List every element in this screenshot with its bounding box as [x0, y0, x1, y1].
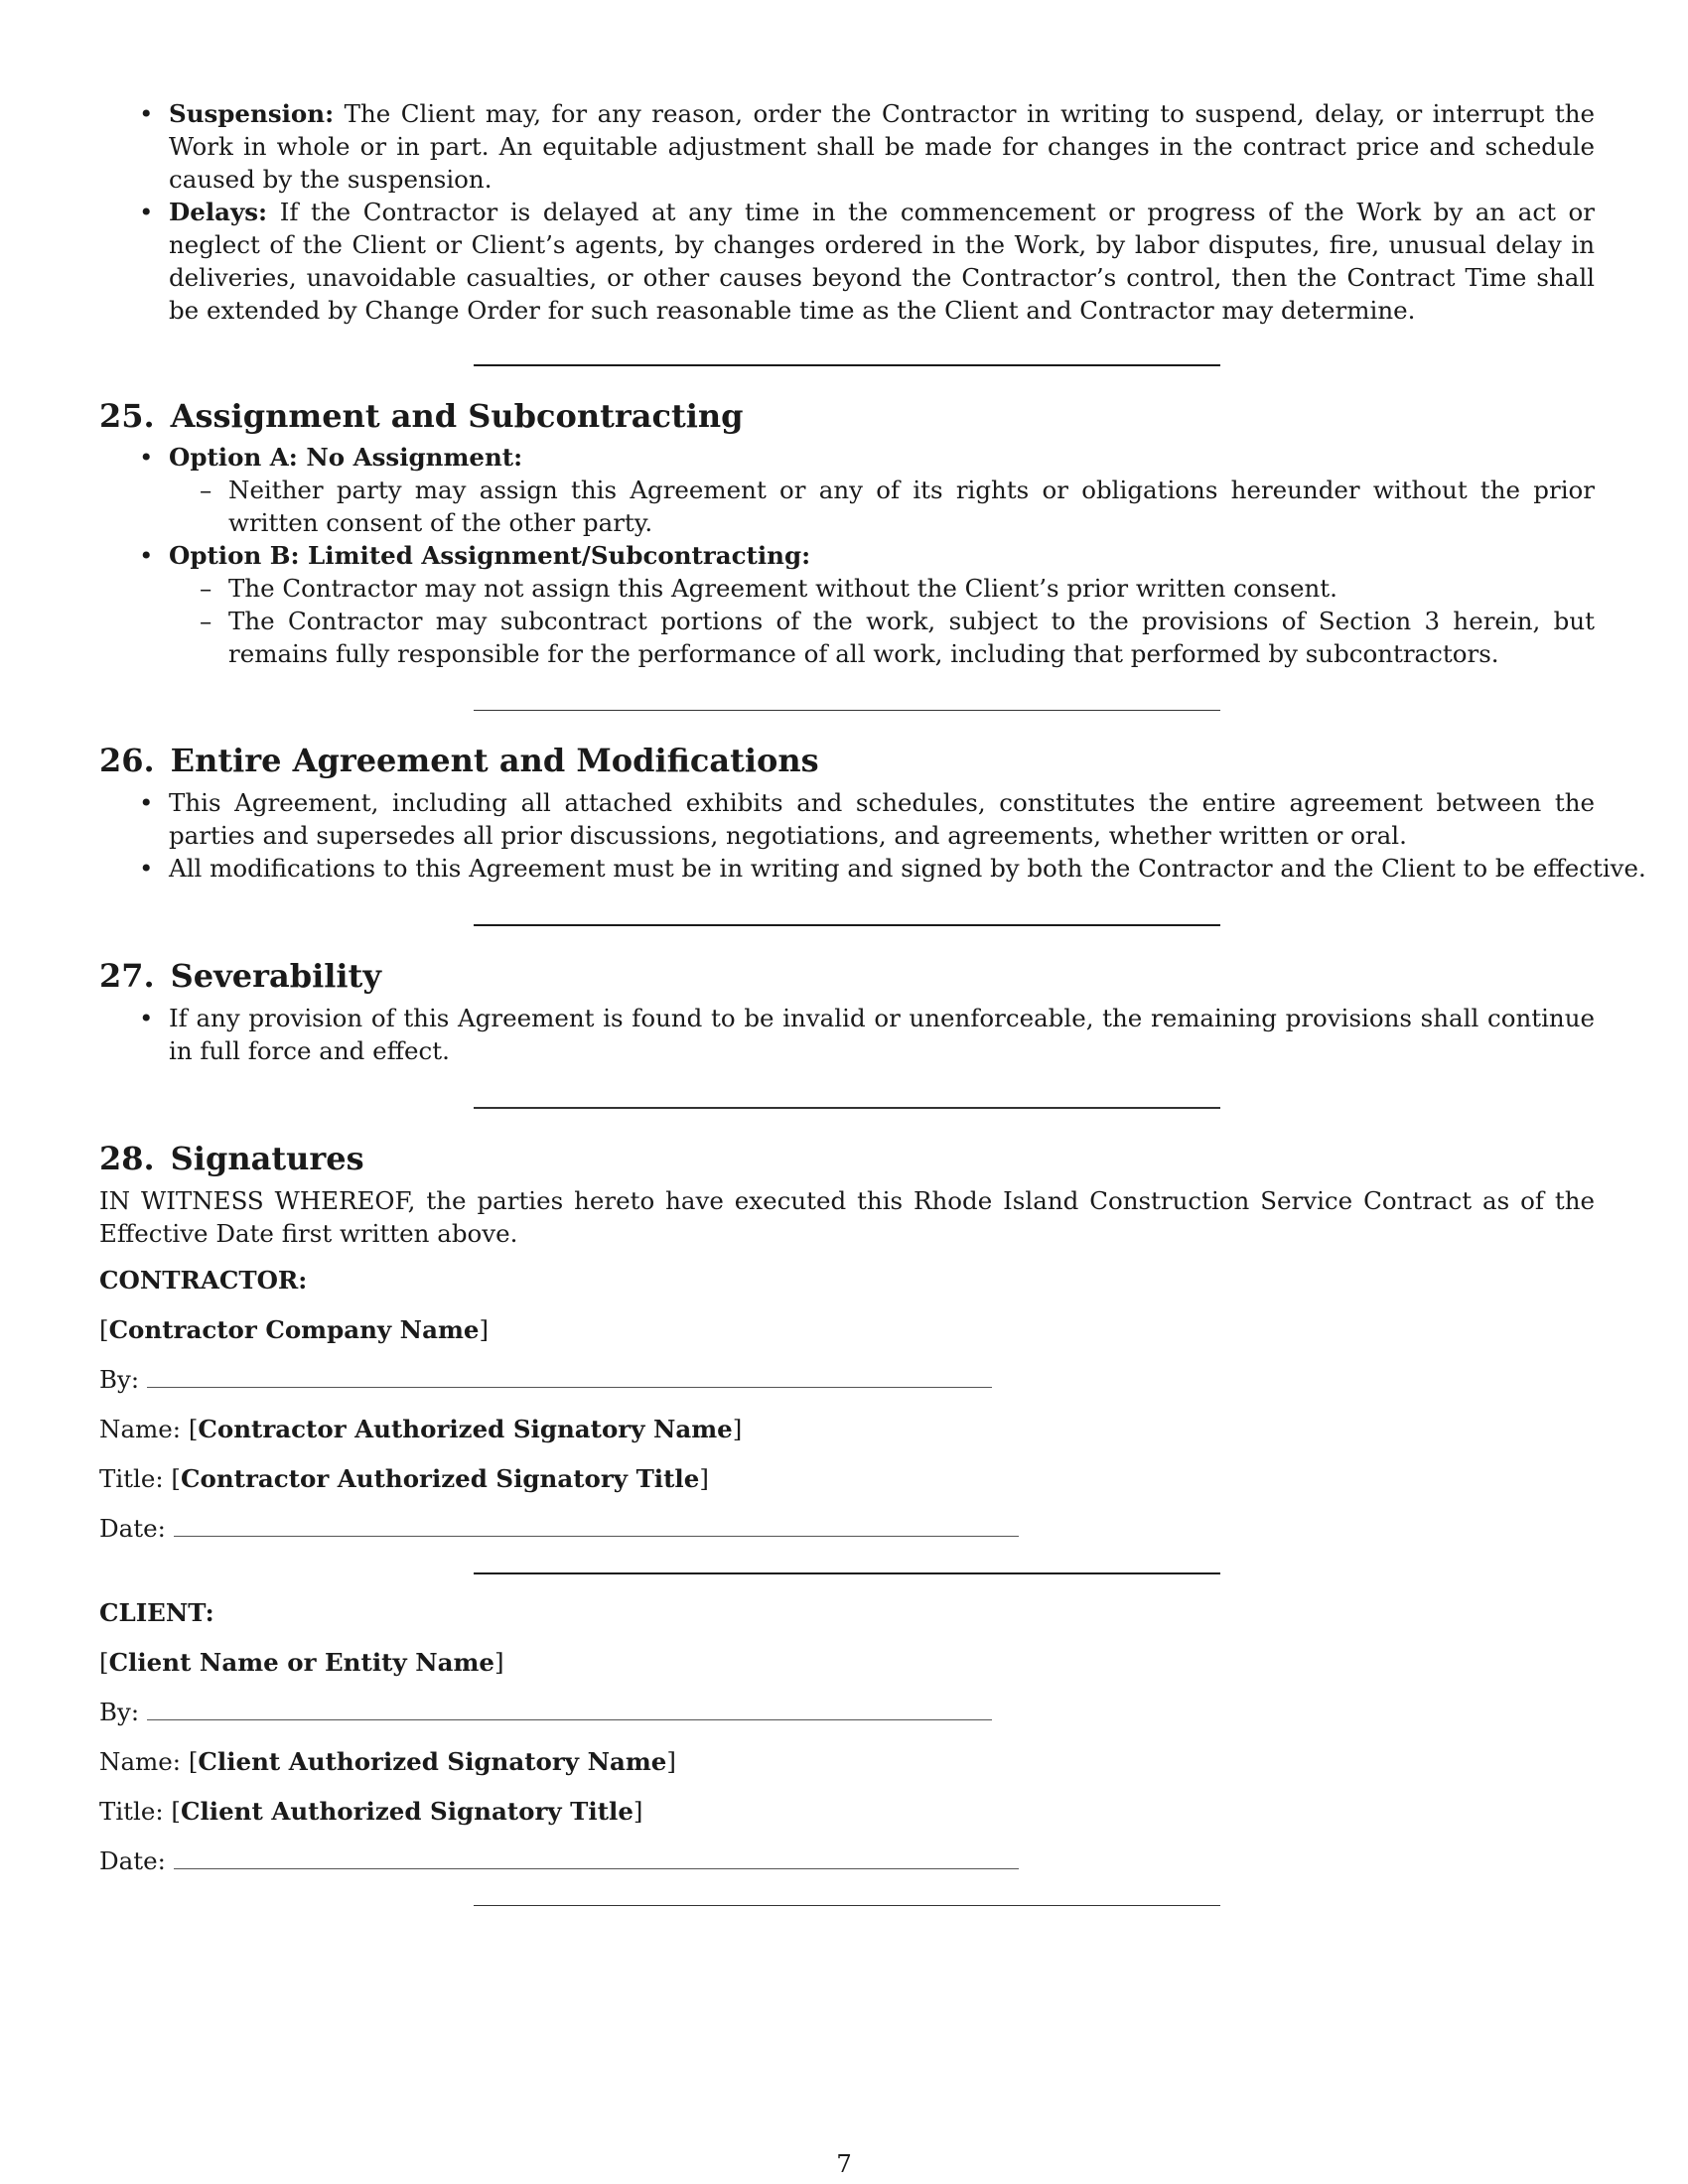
section-title: Assignment and Subcontracting [170, 397, 744, 435]
section-25-list [99, 441, 1595, 670]
section-title: Entire Agreement and Modifications [170, 742, 819, 780]
section-divider [474, 364, 1220, 366]
section-divider [474, 1572, 1220, 1574]
section-26-list [99, 786, 1646, 885]
section-number: 27. [99, 957, 155, 996]
section-divider [474, 1107, 1220, 1108]
section-divider [474, 1905, 1220, 1906]
contractor-by-line: By: [99, 1363, 1595, 1396]
contractor-date-line: Date: [99, 1512, 1595, 1545]
witness-clause: IN WITNESS WHEREOF, the parties hereto have executed this Rhode Island Construction Service Contract as of the Effective Date first written above. [99, 1185, 1595, 1248]
list-item [99, 441, 1595, 539]
client-heading: CLIENT: [99, 1597, 214, 1627]
client-by-line: By: [99, 1696, 1595, 1728]
section-heading-27 [99, 956, 1595, 996]
contractor-heading: CONTRACTOR: [99, 1265, 308, 1295]
section-number: 28. [99, 1139, 155, 1177]
sublist-item: – The Contractor may not assign this Agreement without the Client’s prior written consent. [169, 572, 1595, 605]
date-line[interactable] [174, 1522, 1019, 1537]
date-line[interactable] [174, 1854, 1019, 1869]
section-heading-28 [99, 1139, 1595, 1178]
option-a-label: Option A: No Assignment: [169, 443, 523, 472]
page-number: 7 [836, 2149, 852, 2178]
section-27-list [99, 1002, 1595, 1067]
item-text: The Client may, for any reason, order the Contractor in writing to suspend, delay, or interrupt the Work in whole or in part. An equitable adjustment shall be made for changes in the contract price and schedule caused by the suspension. [169, 99, 1595, 194]
option-a-sublist [99, 474, 1595, 539]
term-delays: Delays: [169, 198, 268, 226]
sublist-item: – Neither party may assign this Agreement or any of its rights or obligations hereunder without the prior written consent of the other party. [169, 474, 1595, 539]
signature-line[interactable] [147, 1706, 992, 1720]
continued-list [99, 97, 1595, 327]
sublist-item: – The Contractor may subcontract portions of the work, subject to the provisions of Section 3 herein, but remains fully responsible for the performance of all work, including that performed by subcontractors. [169, 605, 1595, 670]
list-item: • This Agreement, including all attached exhibits and schedules, constitutes the entire agreement between the parties and supersedes all prior discussions, negotiations, and agreements, whether written or oral. [99, 786, 1595, 852]
list-item [99, 196, 1595, 327]
option-b-label: Option B: Limited Assignment/Subcontracting: [169, 541, 811, 570]
section-title: Severability [170, 957, 381, 996]
section-divider [474, 710, 1220, 711]
list-item [99, 97, 1595, 196]
signature-line[interactable] [147, 1373, 992, 1388]
contractor-title: Title: [Contractor Authorized Signatory Title] [99, 1463, 709, 1493]
term-suspension: Suspension: [169, 99, 335, 128]
client-title: Title: [Client Authorized Signatory Title] [99, 1796, 643, 1826]
client-date-line: Date: [99, 1844, 1595, 1877]
section-number: 26. [99, 742, 155, 780]
section-title: Signatures [170, 1139, 364, 1177]
list-item: • If any provision of this Agreement is found to be invalid or unenforceable, the remaining provisions shall continue in full force and effect. [99, 1002, 1595, 1067]
section-heading-25 [99, 396, 1595, 436]
contractor-company: [Contractor Company Name] [99, 1314, 490, 1344]
contractor-name: Name: [Contractor Authorized Signatory Name] [99, 1414, 743, 1443]
list-item: • All modifications to this Agreement must be in writing and signed by both the Contractor and the Client to be effective. [99, 852, 1595, 885]
client-company: [Client Name or Entity Name] [99, 1647, 504, 1677]
option-b-sublist [99, 572, 1595, 670]
list-item [99, 539, 1595, 670]
document-page [99, 97, 1646, 1906]
section-divider [474, 924, 1220, 926]
section-number: 25. [99, 397, 155, 435]
item-text: If the Contractor is delayed at any time in the commencement or progress of the Work by an act or neglect of the Client or Client’s agents, by changes ordered in the Work, by labor disputes, fire, unusual delay in deliveries, unavoidable casualties, or other causes beyond the Contractor’s control, then the Contract Time shall be extended by Change Order for such reasonable time as the Client and Contractor may determine. [169, 198, 1595, 325]
client-name: Name: [Client Authorized Signatory Name] [99, 1746, 676, 1776]
section-heading-26 [99, 741, 1595, 780]
